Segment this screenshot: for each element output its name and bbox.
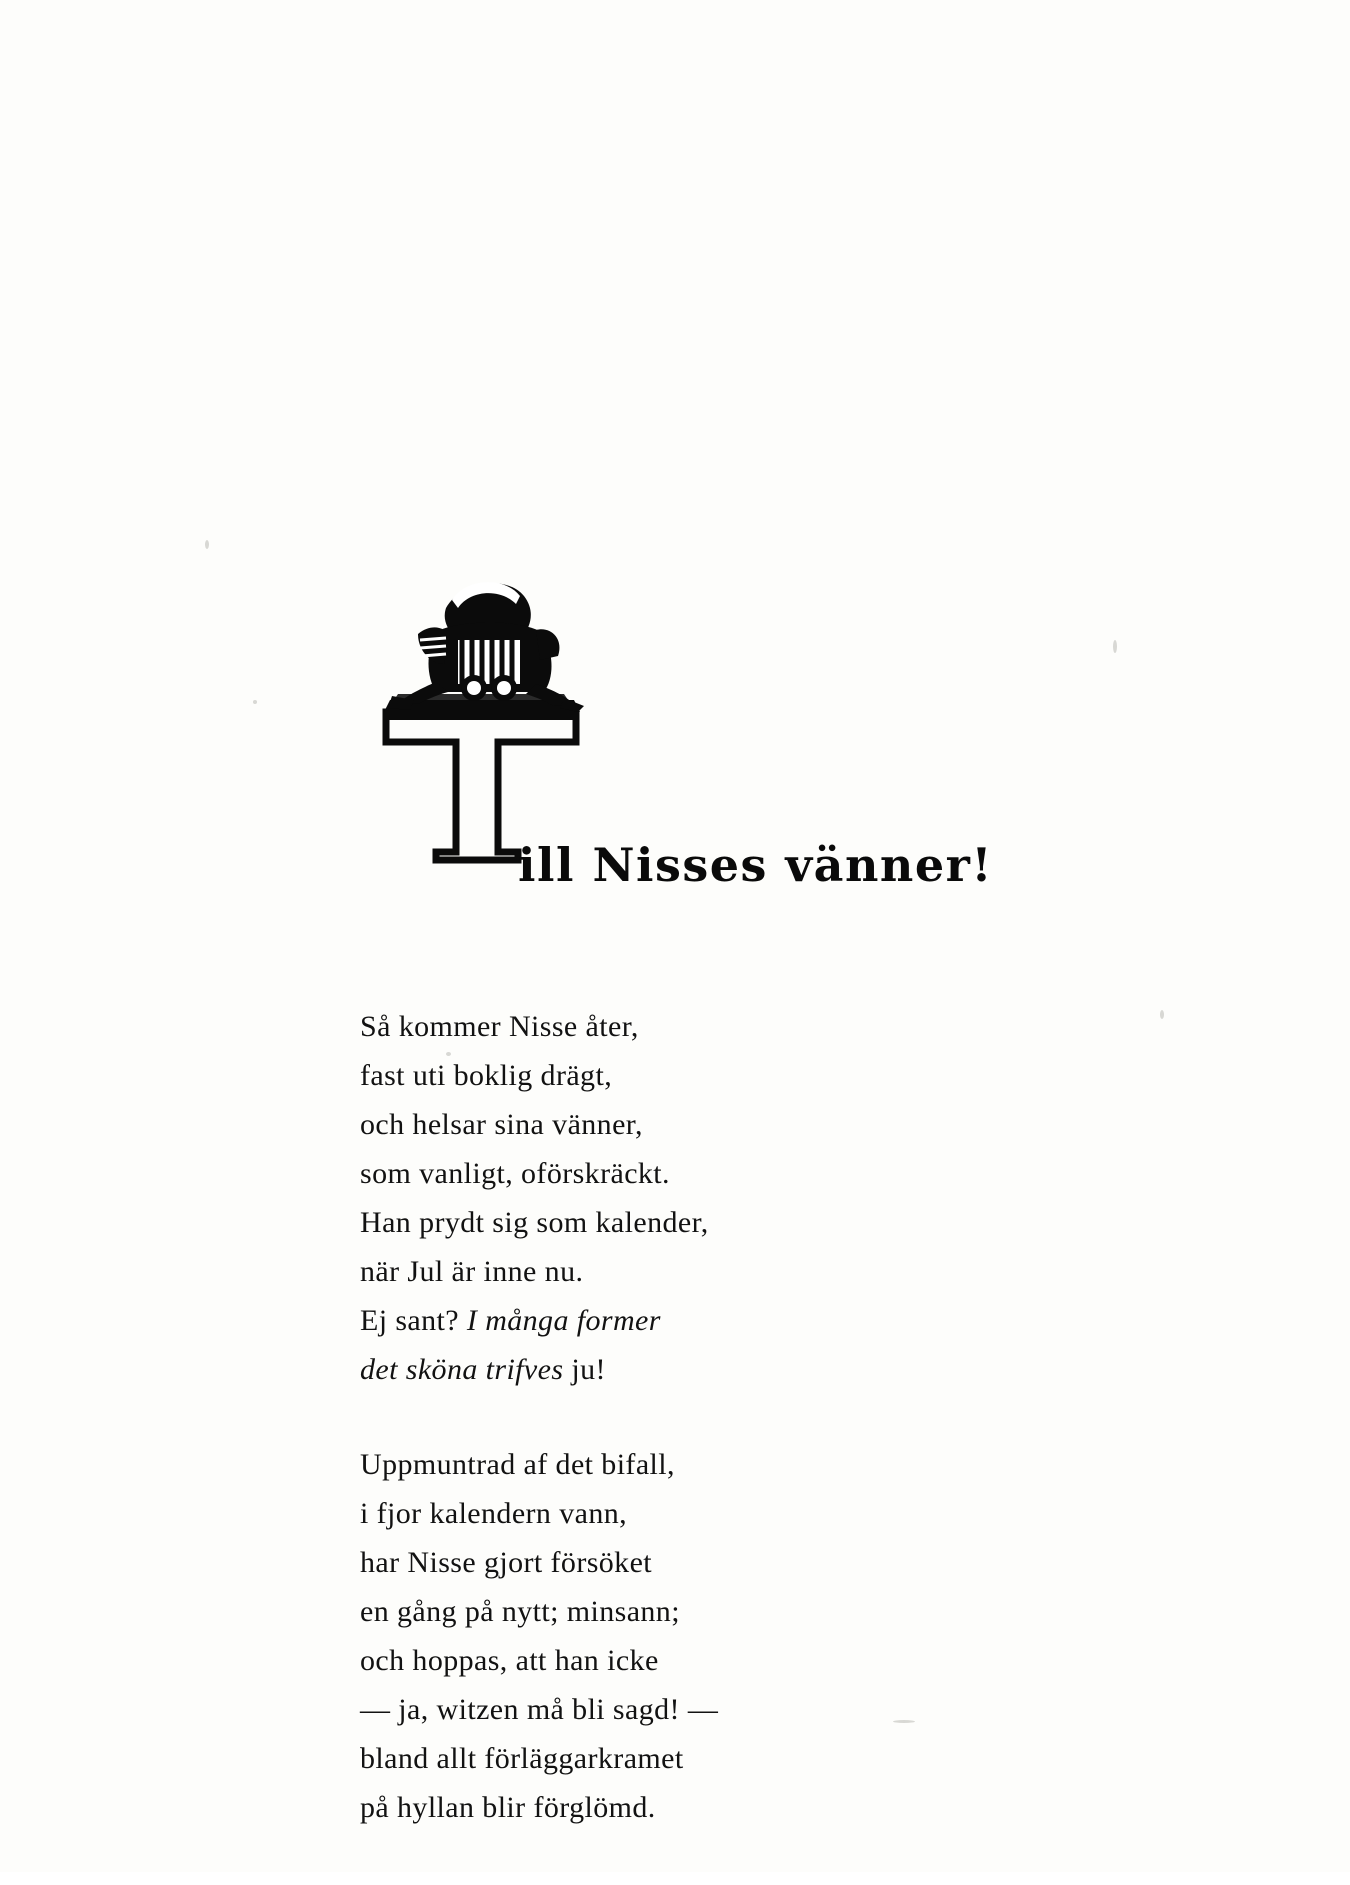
poem-line: och hoppas, att han icke: [360, 1644, 659, 1677]
scan-speck: [1160, 1010, 1164, 1019]
poem-line: en gång på nytt; minsann;: [360, 1595, 680, 1628]
poem-line: Så kommer Nisse åter,: [360, 1010, 639, 1043]
poem-body: [360, 1002, 1060, 1878]
poem-line: Uppmuntrad af det bifall,: [360, 1448, 675, 1481]
scan-speck: [205, 540, 209, 549]
poem-line: har Nisse gjort försöket: [360, 1546, 653, 1579]
poem-line: Ej sant? I många former: [360, 1304, 661, 1337]
poem-line: — ja, witzen må bli sagd! —: [360, 1693, 719, 1726]
scan-speck: [253, 700, 257, 704]
poem-line: bland allt förläggarkramet: [360, 1742, 684, 1775]
poem-line: det sköna trifves ju!: [360, 1353, 606, 1386]
poem-line: och helsar sina vänner,: [360, 1108, 643, 1141]
poem-line: fast uti boklig drägt,: [360, 1059, 613, 1092]
page-title: ill Nisses vänner!: [518, 838, 994, 892]
scan-speck: [1113, 640, 1117, 653]
poem-line: som vanligt, oförskräckt.: [360, 1157, 670, 1190]
poem-stanza: [360, 1440, 1060, 1832]
poem-stanza: [360, 1002, 1060, 1394]
poem-line: i fjor kalendern vann,: [360, 1497, 628, 1530]
poem-line: på hyllan blir förglömd.: [360, 1791, 656, 1824]
poem-line: när Jul är inne nu.: [360, 1255, 584, 1288]
poem-line: Han prydt sig som kalender,: [360, 1206, 709, 1239]
page-bottom-clip: [0, 1872, 1350, 1885]
